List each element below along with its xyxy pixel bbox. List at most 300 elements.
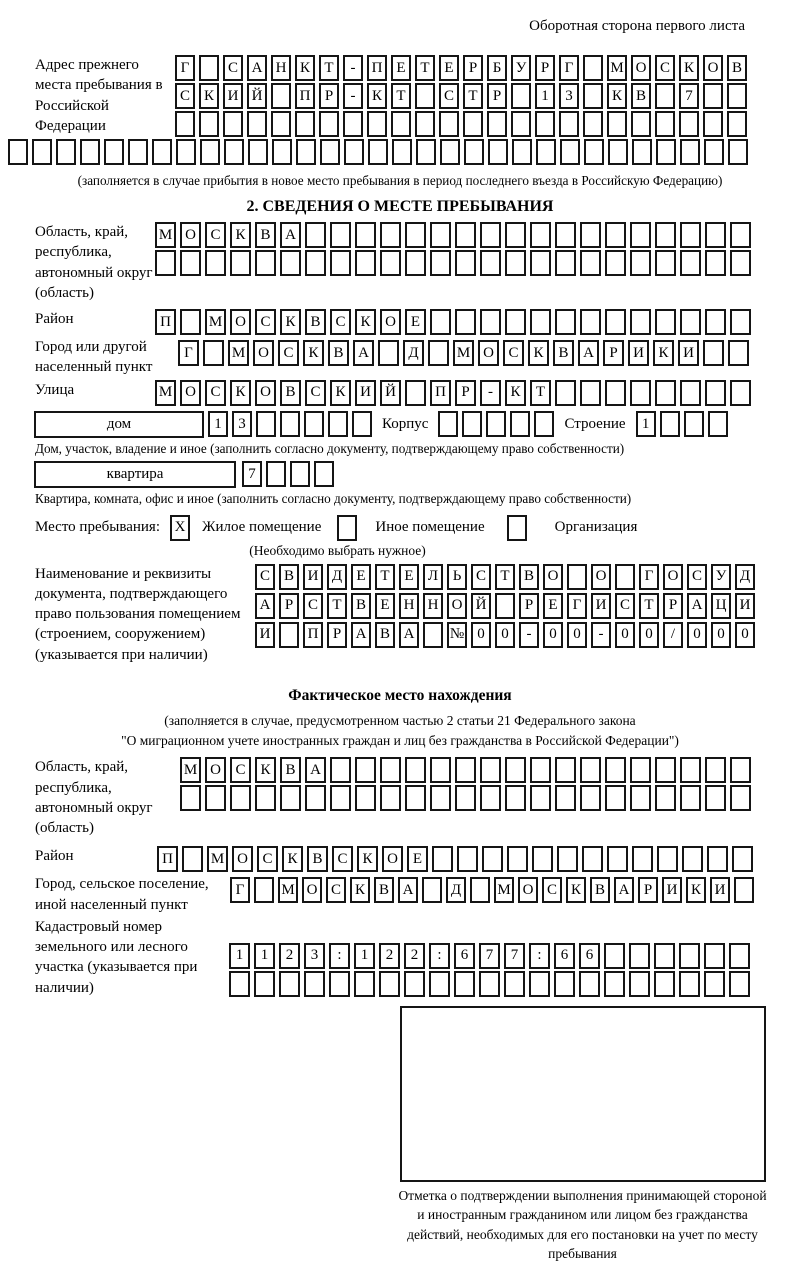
char-box: Е — [391, 55, 411, 81]
char-box — [530, 757, 551, 783]
char-box — [580, 250, 601, 276]
char-box: Р — [463, 55, 483, 81]
char-box — [430, 250, 451, 276]
char-box: А — [398, 877, 418, 903]
char-box — [705, 309, 726, 335]
char-box — [630, 380, 651, 406]
char-box: Ц — [711, 593, 731, 619]
char-box: С — [305, 380, 326, 406]
char-box — [279, 622, 299, 648]
stroenie-label: Строение — [564, 415, 626, 432]
char-box — [368, 139, 388, 165]
char-box — [280, 250, 301, 276]
char-box: С — [278, 340, 299, 366]
house-row — [34, 411, 800, 438]
char-box: 6 — [454, 943, 475, 969]
char-box — [630, 222, 651, 248]
char-box: - — [343, 83, 363, 109]
char-box: 6 — [579, 943, 600, 969]
char-box: В — [280, 757, 301, 783]
stay-option-organization-label: Организация — [554, 519, 638, 535]
char-box — [355, 222, 376, 248]
char-box: И — [303, 564, 323, 590]
char-box: И — [628, 340, 649, 366]
char-box — [655, 380, 676, 406]
char-box: С — [205, 380, 226, 406]
stamp-box — [400, 1006, 766, 1182]
char-box — [605, 222, 626, 248]
char-box — [580, 222, 601, 248]
char-box — [328, 411, 348, 437]
stay-type-note: (Необходимо выбрать нужное) — [249, 542, 426, 558]
char-box — [605, 309, 626, 335]
char-box — [480, 757, 501, 783]
char-box — [488, 139, 508, 165]
char-box: О — [703, 55, 723, 81]
city-row — [178, 340, 749, 366]
char-box: С — [303, 593, 323, 619]
char-box — [457, 846, 478, 872]
stay-option-other-checkbox — [337, 515, 357, 541]
char-box: 0 — [543, 622, 563, 648]
char-box — [480, 250, 501, 276]
char-box — [304, 971, 325, 997]
prev-address-row-3 — [175, 111, 747, 137]
char-box: В — [727, 55, 747, 81]
char-box: К — [505, 380, 526, 406]
char-box — [223, 111, 243, 137]
char-box: : — [529, 943, 550, 969]
char-box — [180, 309, 201, 335]
char-box — [656, 139, 676, 165]
char-box: К — [653, 340, 674, 366]
stay-type-label: Место пребывания: — [35, 519, 160, 535]
char-box — [654, 943, 675, 969]
char-box — [205, 785, 226, 811]
char-box: № — [447, 622, 467, 648]
char-box: К — [230, 380, 251, 406]
char-box — [530, 250, 551, 276]
char-box: С — [471, 564, 491, 590]
char-box — [505, 785, 526, 811]
char-box — [605, 380, 626, 406]
char-box: О — [382, 846, 403, 872]
char-box — [630, 309, 651, 335]
char-box — [422, 877, 442, 903]
char-box — [304, 411, 324, 437]
char-box — [505, 757, 526, 783]
char-box — [104, 139, 124, 165]
char-box — [280, 785, 301, 811]
char-box — [455, 309, 476, 335]
char-box — [555, 222, 576, 248]
char-box: Т — [639, 593, 659, 619]
char-box — [679, 971, 700, 997]
char-box: 3 — [232, 411, 252, 437]
char-box: - — [480, 380, 501, 406]
char-box — [583, 55, 603, 81]
char-box: Й — [471, 593, 491, 619]
char-box: Е — [543, 593, 563, 619]
page-side-note: Оборотная сторона первого листа — [529, 18, 745, 34]
char-box: Р — [279, 593, 299, 619]
actual-region-field — [35, 757, 800, 838]
char-box — [314, 461, 334, 487]
char-box — [305, 250, 326, 276]
char-box — [487, 111, 507, 137]
char-box — [247, 111, 267, 137]
char-box: О — [663, 564, 683, 590]
char-box: К — [280, 309, 301, 335]
char-box — [255, 250, 276, 276]
char-box — [703, 83, 723, 109]
char-box — [580, 380, 601, 406]
char-box — [8, 139, 28, 165]
char-box — [580, 757, 601, 783]
char-box: М — [278, 877, 298, 903]
char-box: О — [205, 757, 226, 783]
char-box: К — [686, 877, 706, 903]
char-box: 2 — [279, 943, 300, 969]
char-box: К — [607, 83, 627, 109]
char-box — [280, 411, 300, 437]
char-box: К — [355, 309, 376, 335]
char-box — [405, 250, 426, 276]
street-label: Улица — [35, 381, 75, 398]
char-box: С — [503, 340, 524, 366]
char-box — [704, 971, 725, 997]
char-box — [655, 111, 675, 137]
char-box — [705, 380, 726, 406]
char-box — [555, 250, 576, 276]
char-box — [379, 971, 400, 997]
char-box: Р — [455, 380, 476, 406]
char-box — [305, 785, 326, 811]
char-box — [423, 622, 443, 648]
char-box — [230, 785, 251, 811]
char-box: К — [357, 846, 378, 872]
char-box — [534, 411, 554, 437]
char-box — [680, 757, 701, 783]
char-box: Е — [375, 593, 395, 619]
char-box: 0 — [495, 622, 515, 648]
char-box — [295, 111, 315, 137]
char-box — [180, 250, 201, 276]
char-box — [405, 222, 426, 248]
char-box: К — [679, 55, 699, 81]
stamp-caption: Отметка о подтверждении выполнения принимающей стороной и иностранным гражданином или лицом без гражданства действий, необходимых для его постановки на учет по месту пребывания — [398, 1187, 767, 1262]
char-box — [704, 139, 724, 165]
char-box — [462, 411, 482, 437]
char-box: К — [566, 877, 586, 903]
char-box: Е — [405, 309, 426, 335]
region-label: Область, край, республика, автономный округ (область) — [35, 224, 153, 301]
char-box: П — [295, 83, 315, 109]
char-box — [404, 971, 425, 997]
city-field — [35, 337, 800, 378]
char-box: Б — [487, 55, 507, 81]
char-box — [352, 411, 372, 437]
char-box — [455, 222, 476, 248]
district-field — [35, 309, 800, 335]
char-box — [256, 411, 276, 437]
char-box: Р — [603, 340, 624, 366]
char-box — [727, 83, 747, 109]
char-box — [512, 139, 532, 165]
char-box — [464, 139, 484, 165]
char-box: Н — [423, 593, 443, 619]
char-box — [605, 250, 626, 276]
char-box — [684, 411, 704, 437]
prev-address-caption: (заполняется в случае прибытия в новое место пребывания в период последнего въезда в Российскую Федерацию) — [77, 173, 723, 188]
char-box — [554, 971, 575, 997]
char-box: И — [735, 593, 755, 619]
char-box — [254, 971, 275, 997]
char-box — [380, 785, 401, 811]
char-box — [703, 340, 724, 366]
char-box — [583, 83, 603, 109]
char-box: - — [591, 622, 611, 648]
char-box — [479, 971, 500, 997]
char-box: К — [255, 757, 276, 783]
char-box — [248, 139, 268, 165]
cadastral-field — [35, 917, 800, 998]
char-box: В — [279, 564, 299, 590]
char-box: 6 — [554, 943, 575, 969]
char-box — [199, 55, 219, 81]
char-box — [380, 250, 401, 276]
house-caption: Дом, участок, владение и иное (заполнить согласно документу, подтверждающему право собственности) — [35, 440, 625, 456]
char-box — [579, 971, 600, 997]
char-box: Н — [271, 55, 291, 81]
char-box: Р — [327, 622, 347, 648]
char-box — [486, 411, 506, 437]
char-box: 0 — [615, 622, 635, 648]
char-box: А — [687, 593, 707, 619]
char-box: Г — [175, 55, 195, 81]
char-box: В — [328, 340, 349, 366]
char-box: К — [350, 877, 370, 903]
char-box: Й — [247, 83, 267, 109]
char-box — [205, 250, 226, 276]
char-box: Ь — [447, 564, 467, 590]
char-box — [229, 971, 250, 997]
char-box — [155, 250, 176, 276]
char-box: 0 — [639, 622, 659, 648]
char-box — [632, 846, 653, 872]
char-box: А — [353, 340, 374, 366]
char-box: С — [542, 877, 562, 903]
apartment-caption: Квартира, комната, офис и иное (заполнить согласно документу, подтверждающему право собственности) — [35, 490, 632, 506]
char-box: С — [257, 846, 278, 872]
char-box — [290, 461, 310, 487]
stay-option-residential-label: Жилое помещение — [202, 519, 322, 535]
char-box — [319, 111, 339, 137]
char-box: Р — [319, 83, 339, 109]
document-row-3 — [255, 622, 755, 648]
char-box — [580, 785, 601, 811]
street-row — [155, 380, 751, 406]
char-box: Е — [399, 564, 419, 590]
char-box — [182, 846, 203, 872]
char-box: И — [678, 340, 699, 366]
char-box — [535, 111, 555, 137]
char-box: Т — [495, 564, 515, 590]
char-box — [704, 943, 725, 969]
char-box: О — [230, 309, 251, 335]
char-box: С — [255, 309, 276, 335]
document-row-1 — [255, 564, 755, 590]
char-box: Т — [391, 83, 411, 109]
char-box: Г — [639, 564, 659, 590]
char-box: 1 — [636, 411, 656, 437]
char-box: И — [223, 83, 243, 109]
char-box: Р — [663, 593, 683, 619]
char-box — [655, 222, 676, 248]
char-box: 1 — [535, 83, 555, 109]
actual-location-caption-1: (заполняется в случае, предусмотренном частью 2 статьи 21 Федерального закона — [164, 712, 636, 728]
char-box — [629, 971, 650, 997]
char-box: 0 — [687, 622, 707, 648]
korpus-boxes — [438, 411, 554, 437]
char-box: К — [230, 222, 251, 248]
char-box — [454, 971, 475, 997]
char-box — [530, 309, 551, 335]
char-box — [430, 309, 451, 335]
char-box: К — [295, 55, 315, 81]
char-box — [455, 250, 476, 276]
char-box — [330, 222, 351, 248]
char-box — [199, 111, 219, 137]
char-box: П — [367, 55, 387, 81]
char-box: О — [253, 340, 274, 366]
char-box — [505, 250, 526, 276]
char-box — [730, 380, 751, 406]
char-box: Т — [375, 564, 395, 590]
char-box — [707, 846, 728, 872]
char-box: К — [528, 340, 549, 366]
char-box: Т — [530, 380, 551, 406]
char-box: В — [307, 846, 328, 872]
char-box: П — [155, 309, 176, 335]
char-box — [391, 111, 411, 137]
char-box — [224, 139, 244, 165]
char-box — [429, 971, 450, 997]
char-box: Д — [403, 340, 424, 366]
char-box — [152, 139, 172, 165]
stay-option-residential-checkbox: X — [170, 515, 190, 541]
char-box: О — [518, 877, 538, 903]
char-box — [175, 111, 195, 137]
section2-title: 2. СВЕДЕНИЯ О МЕСТЕ ПРЕБЫВАНИЯ — [246, 198, 554, 215]
street-field — [35, 380, 800, 406]
char-box: С — [205, 222, 226, 248]
cadastral-row-2 — [229, 971, 750, 997]
char-box: М — [228, 340, 249, 366]
char-box: Н — [399, 593, 419, 619]
char-box: 7 — [504, 943, 525, 969]
char-box — [32, 139, 52, 165]
char-box: С — [326, 877, 346, 903]
prev-address-field — [35, 55, 800, 137]
document-row-2 — [255, 593, 755, 619]
char-box — [679, 943, 700, 969]
char-box — [355, 250, 376, 276]
cadastral-label: Кадастровый номер земельного или лесного участка (указывается при наличии) — [35, 918, 198, 996]
char-box: У — [511, 55, 531, 81]
char-box: 1 — [208, 411, 228, 437]
char-box — [56, 139, 76, 165]
char-box — [430, 222, 451, 248]
char-box: И — [355, 380, 376, 406]
char-box — [180, 785, 201, 811]
char-box: С — [615, 593, 635, 619]
char-box — [557, 846, 578, 872]
char-box — [271, 111, 291, 137]
char-box: О — [180, 222, 201, 248]
char-box: 1 — [354, 943, 375, 969]
char-box — [355, 757, 376, 783]
char-box: М — [607, 55, 627, 81]
char-box — [629, 943, 650, 969]
char-box — [392, 139, 412, 165]
char-box — [128, 139, 148, 165]
char-box — [380, 222, 401, 248]
char-box: О — [591, 564, 611, 590]
char-box — [455, 785, 476, 811]
char-box — [604, 943, 625, 969]
char-box — [604, 971, 625, 997]
prev-address-row-2 — [175, 83, 747, 109]
actual-region-label: Область, край, республика, автономный округ (область) — [35, 759, 153, 836]
region-row-2 — [155, 250, 751, 276]
char-box — [655, 785, 676, 811]
char-box — [439, 111, 459, 137]
prev-address-row-1 — [175, 55, 747, 81]
char-box: С — [175, 83, 195, 109]
char-box — [729, 971, 750, 997]
char-box — [615, 564, 635, 590]
actual-location-title: Фактическое место нахождения — [288, 686, 512, 704]
char-box: В — [631, 83, 651, 109]
char-box: М — [453, 340, 474, 366]
char-box: С — [655, 55, 675, 81]
char-box: М — [155, 380, 176, 406]
char-box — [438, 411, 458, 437]
char-box: В — [553, 340, 574, 366]
char-box: А — [247, 55, 267, 81]
char-box — [279, 971, 300, 997]
char-box: К — [199, 83, 219, 109]
char-box: Т — [415, 55, 435, 81]
char-box — [605, 757, 626, 783]
char-box — [728, 340, 749, 366]
char-box: О — [255, 380, 276, 406]
actual-district-row — [157, 846, 753, 872]
char-box — [405, 785, 426, 811]
char-box: А — [255, 593, 275, 619]
char-box: 0 — [567, 622, 587, 648]
char-box — [455, 757, 476, 783]
char-box — [305, 222, 326, 248]
char-box: А — [399, 622, 419, 648]
actual-city-field — [35, 874, 800, 915]
char-box: 1 — [254, 943, 275, 969]
region-field — [35, 222, 800, 303]
char-box — [330, 757, 351, 783]
char-box — [463, 111, 483, 137]
char-box — [730, 250, 751, 276]
